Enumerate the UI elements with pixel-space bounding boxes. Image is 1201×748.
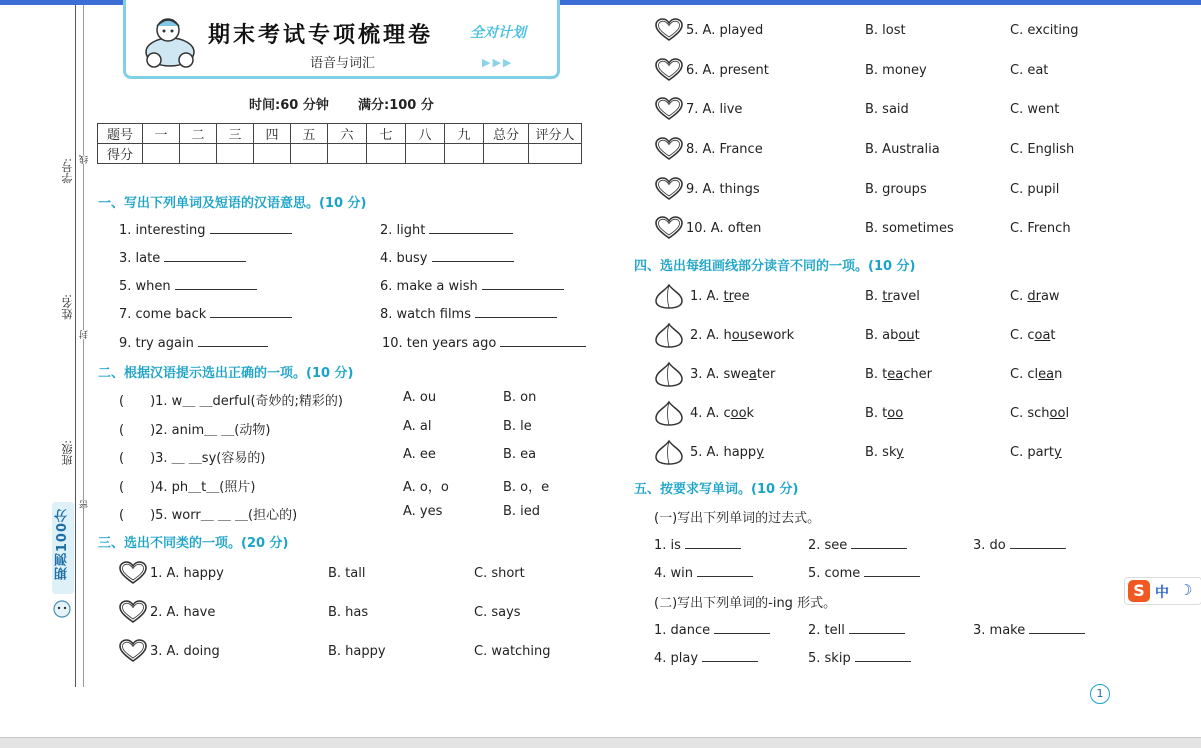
section3-option-b: B. tall bbox=[328, 566, 366, 581]
score-table-header-cell: 总分 bbox=[484, 124, 529, 144]
score-table-score-cell[interactable] bbox=[291, 144, 328, 164]
underlined-part: oa bbox=[1034, 328, 1051, 343]
score-table-score-cell[interactable] bbox=[445, 144, 484, 164]
section1-item bbox=[380, 249, 514, 266]
section1-item bbox=[119, 277, 257, 294]
section4-option-b bbox=[865, 445, 904, 460]
score-table-header-row bbox=[98, 124, 582, 144]
score-table-score-row bbox=[98, 144, 582, 164]
section3-option-b: B. said bbox=[865, 102, 909, 117]
heart-bullet-icon bbox=[655, 137, 683, 165]
score-table-score-cell[interactable] bbox=[143, 144, 180, 164]
answer-blank[interactable] bbox=[210, 221, 292, 234]
heart-bullet-icon bbox=[655, 58, 683, 86]
section5-item-text: 2. see bbox=[808, 538, 848, 553]
brand-logo: 期测100分 bbox=[55, 508, 70, 581]
option-text-pre: C. bbox=[1010, 289, 1028, 304]
score-table-header-cell: 三 bbox=[217, 124, 254, 144]
section5-part1-item bbox=[654, 564, 753, 581]
section3-option-a: 8. A. France bbox=[686, 142, 763, 157]
score-table-score-cell[interactable] bbox=[529, 144, 582, 164]
section3-option-a: 9. A. things bbox=[686, 182, 760, 197]
section5-heading: 五、按要求写单词。(10 分) bbox=[634, 482, 799, 497]
answer-blank[interactable] bbox=[429, 221, 513, 234]
section1-item bbox=[119, 334, 268, 351]
section4-option-c bbox=[1010, 406, 1069, 421]
option-text-pre: C. sch bbox=[1010, 406, 1050, 421]
answer-blank[interactable] bbox=[475, 305, 557, 318]
section2-option-b: B. ied bbox=[503, 504, 541, 519]
option-text-post: ter bbox=[756, 367, 776, 382]
score-table-header-cell: 二 bbox=[180, 124, 217, 144]
section3-option-a: 5. A. played bbox=[686, 23, 764, 38]
section5-item-text: 3. make bbox=[973, 623, 1026, 638]
section4-option-a bbox=[690, 289, 750, 304]
section2-question: ( )2. anim＿ ＿(动物) bbox=[119, 422, 271, 438]
section3-option-c: C. exciting bbox=[1010, 23, 1079, 38]
section3-option-c: C. went bbox=[1010, 102, 1060, 117]
section4-option-b bbox=[865, 406, 903, 421]
moon-icon[interactable]: ☽ bbox=[1179, 581, 1193, 599]
section2-option-a: A. ee bbox=[403, 447, 436, 462]
section3-option-c: C. eat bbox=[1010, 63, 1049, 78]
option-text-post: t bbox=[1050, 328, 1056, 343]
student-id-label: 学号: bbox=[61, 158, 74, 184]
name-label: 姓名: bbox=[61, 294, 74, 320]
option-text-post: n bbox=[1054, 367, 1063, 382]
section4-option-c bbox=[1010, 289, 1060, 304]
peach-bullet-icon bbox=[654, 322, 684, 352]
secret-mark: 密 bbox=[80, 500, 90, 509]
option-text-pre: B. bbox=[865, 289, 883, 304]
section3-heading: 三、选出不同类的一项。(20 分) bbox=[98, 536, 289, 551]
section5-item-text: 5. skip bbox=[808, 651, 851, 666]
answer-blank[interactable] bbox=[855, 649, 911, 662]
answer-blank[interactable] bbox=[432, 249, 514, 262]
option-text-pre: 1. A. bbox=[690, 289, 724, 304]
section3-option-c: C. says bbox=[474, 605, 521, 620]
section2-question: ( )3. ＿ ＿sy(容易的) bbox=[119, 451, 266, 466]
peach-bullet-icon bbox=[654, 439, 684, 469]
arrow-decoration: ▶▶▶ bbox=[482, 56, 514, 69]
section1-item bbox=[380, 305, 557, 322]
section2-option-b: B. ea bbox=[503, 447, 537, 462]
option-text-pre: 2. A. h bbox=[690, 328, 732, 343]
section4-option-b bbox=[865, 289, 920, 304]
option-text-pre: B. t bbox=[865, 406, 888, 421]
score-table-header-cell: 六 bbox=[328, 124, 367, 144]
page-number: 1 bbox=[1090, 684, 1110, 704]
option-text-post: ee bbox=[733, 289, 750, 304]
score-label: 满分:100 分 bbox=[358, 98, 434, 113]
section3-option-a: 7. A. live bbox=[686, 102, 743, 117]
section1-item-text: 4. busy bbox=[380, 251, 428, 266]
score-table-score-cell[interactable] bbox=[406, 144, 445, 164]
underlined-part: oo bbox=[1049, 406, 1066, 421]
section4-option-c bbox=[1010, 445, 1062, 460]
margin-dash-line bbox=[83, 5, 84, 687]
section1-item bbox=[380, 221, 513, 238]
section4-option-a bbox=[690, 406, 754, 421]
section5-part2-item bbox=[808, 621, 905, 638]
time-label: 时间:60 分钟 bbox=[249, 98, 329, 113]
section5-part2-title: (二)写出下列单词的-ing 形式。 bbox=[654, 596, 837, 611]
section1-item bbox=[380, 277, 564, 294]
section3-option-c: C. watching bbox=[474, 644, 551, 659]
section1-item-text: 10. ten years ago bbox=[382, 336, 497, 351]
peach-bullet-icon bbox=[654, 361, 684, 391]
option-text-post: k bbox=[746, 406, 755, 421]
option-text-post: avel bbox=[892, 289, 920, 304]
section2-question: ( )5. worr＿ ＿ ＿(担心的) bbox=[119, 508, 298, 523]
option-text-pre: B. sk bbox=[865, 445, 897, 460]
section5-part2-item bbox=[654, 649, 758, 666]
section1-item-text: 1. interesting bbox=[119, 223, 206, 238]
section4-heading: 四、选出每组画线部分读音不同的一项。(10 分) bbox=[634, 259, 916, 274]
section1-item-text: 7. come back bbox=[119, 307, 207, 322]
option-text-pre: C. cl bbox=[1010, 367, 1039, 382]
answer-blank[interactable] bbox=[1010, 536, 1066, 549]
score-table-header-cell: 四 bbox=[254, 124, 291, 144]
answer-blank[interactable] bbox=[164, 249, 246, 262]
underlined-part: y bbox=[1054, 445, 1062, 460]
underlined-part: ea bbox=[1038, 367, 1055, 382]
seal-mark: 封 bbox=[80, 330, 90, 339]
heart-bullet-icon bbox=[655, 18, 683, 46]
section4-option-a bbox=[690, 328, 794, 343]
section3-option-b: B. groups bbox=[865, 182, 927, 197]
underlined-part: ou bbox=[898, 328, 915, 343]
section3-option-a: 1. A. happy bbox=[150, 566, 224, 581]
underlined-part: tr bbox=[882, 289, 893, 304]
score-table-header-cell: 八 bbox=[406, 124, 445, 144]
answer-blank[interactable] bbox=[851, 536, 907, 549]
score-table-score-cell[interactable] bbox=[367, 144, 406, 164]
section4-option-c bbox=[1010, 328, 1056, 343]
section3-option-c: C. French bbox=[1010, 221, 1071, 236]
section2-question: ( )1. w＿ ＿derful(奇妙的;精彩的) bbox=[119, 394, 343, 409]
section5-item-text: 3. do bbox=[973, 538, 1006, 553]
underlined-part: oo bbox=[730, 406, 747, 421]
section3-option-a: 10. A. often bbox=[686, 221, 762, 236]
section3-option-c: C. short bbox=[474, 566, 525, 581]
score-table-header-cell: 五 bbox=[291, 124, 328, 144]
score-table-header-cell: 一 bbox=[143, 124, 180, 144]
section5-part2-item bbox=[654, 621, 770, 638]
section1-item bbox=[382, 334, 586, 351]
underlined-part: ea bbox=[887, 367, 904, 382]
section3-option-c: C. English bbox=[1010, 142, 1075, 157]
heart-bullet-icon bbox=[655, 97, 683, 125]
section4-option-c bbox=[1010, 367, 1062, 382]
option-text-pre: 4. A. c bbox=[690, 406, 731, 421]
section1-item-text: 6. make a wish bbox=[380, 279, 478, 294]
section5-part1-title: (一)写出下列单词的过去式。 bbox=[654, 511, 821, 526]
option-text-post: cher bbox=[903, 367, 932, 382]
answer-blank[interactable] bbox=[1029, 621, 1085, 634]
peach-bullet-icon bbox=[654, 400, 684, 430]
section3-option-a: 2. A. have bbox=[150, 605, 216, 620]
heart-bullet-icon bbox=[119, 561, 147, 589]
score-table-score-cell[interactable] bbox=[328, 144, 367, 164]
score-table-header-cell: 评分人 bbox=[529, 124, 582, 144]
section4-option-b bbox=[865, 328, 920, 343]
heart-bullet-icon bbox=[119, 639, 147, 667]
answer-blank[interactable] bbox=[849, 621, 905, 634]
score-table-score-cell[interactable] bbox=[180, 144, 217, 164]
brand-mascot-icon bbox=[52, 598, 72, 620]
section1-item-text: 9. try again bbox=[119, 336, 194, 351]
option-text-pre: B. ab bbox=[865, 328, 899, 343]
sogou-logo-icon[interactable]: S bbox=[1128, 580, 1150, 602]
answer-blank[interactable] bbox=[714, 621, 770, 634]
class-label: 班级: bbox=[61, 440, 74, 466]
section3-option-b: B. has bbox=[328, 605, 369, 620]
section5-part1-item bbox=[973, 536, 1066, 553]
section5-part1-item bbox=[654, 536, 741, 553]
section2-option-a: A. yes bbox=[403, 504, 443, 519]
score-table-score-cell[interactable] bbox=[217, 144, 254, 164]
margin-line bbox=[75, 5, 76, 687]
heart-bullet-icon bbox=[655, 177, 683, 205]
section5-part2-item bbox=[973, 621, 1085, 638]
section1-item bbox=[119, 221, 292, 238]
section4-option-a bbox=[690, 445, 764, 460]
underlined-part: y bbox=[756, 445, 764, 460]
section5-item-text: 1. dance bbox=[654, 623, 711, 638]
score-table-score-cell[interactable] bbox=[484, 144, 529, 164]
section5-item-text: 1. is bbox=[654, 538, 681, 553]
score-table-header-cell: 题号 bbox=[98, 124, 143, 144]
answer-blank[interactable] bbox=[697, 564, 753, 577]
section2-option-b: B. o，e bbox=[503, 479, 550, 495]
page-title: 期末考试专项梳理卷 bbox=[208, 22, 434, 48]
option-text-pre: 5. A. happ bbox=[690, 445, 757, 460]
section3-option-a: 3. A. doing bbox=[150, 644, 220, 659]
section3-option-b: B. lost bbox=[865, 23, 906, 38]
option-text-pre: B. t bbox=[865, 367, 888, 382]
option-text-pre: 3. A. swe bbox=[690, 367, 749, 382]
subtitle: 语音与词汇 bbox=[310, 56, 376, 71]
underlined-part: dr bbox=[1027, 289, 1041, 304]
section2-option-b: B. le bbox=[503, 418, 532, 434]
score-table-score-cell[interactable] bbox=[254, 144, 291, 164]
option-text-pre: C. part bbox=[1010, 445, 1055, 460]
underlined-part: tr bbox=[723, 289, 734, 304]
section1-item-text: 8. watch films bbox=[380, 307, 471, 322]
section3-option-b: B. sometimes bbox=[865, 221, 954, 236]
section3-option-b: B. happy bbox=[328, 644, 386, 659]
underlined-part: y bbox=[896, 445, 904, 460]
section3-option-c: C. pupil bbox=[1010, 182, 1060, 197]
score-table-row-label: 得分 bbox=[98, 144, 143, 164]
section1-item-text: 5. when bbox=[119, 279, 171, 294]
answer-blank[interactable] bbox=[864, 564, 920, 577]
section4-option-b bbox=[865, 367, 932, 382]
title-tag: 全对计划 bbox=[470, 25, 526, 41]
answer-blank[interactable] bbox=[702, 649, 758, 662]
section2-question: ( )4. ph＿t＿(照片) bbox=[119, 479, 256, 495]
heart-bullet-icon bbox=[119, 600, 147, 628]
section3-option-b: B. money bbox=[865, 63, 927, 78]
option-text-pre: C. c bbox=[1010, 328, 1035, 343]
underlined-part: oo bbox=[887, 406, 904, 421]
section5-item-text: 4. play bbox=[654, 651, 699, 666]
answer-blank[interactable] bbox=[482, 277, 564, 290]
section5-part2-item bbox=[808, 649, 911, 666]
section5-part1-item bbox=[808, 564, 920, 581]
option-text-post: aw bbox=[1040, 289, 1060, 304]
option-text-post: t bbox=[914, 328, 920, 343]
option-text-post: l bbox=[1065, 406, 1070, 421]
answer-blank[interactable] bbox=[500, 334, 586, 347]
window-bottom-bar bbox=[0, 737, 1201, 748]
answer-blank[interactable] bbox=[198, 334, 268, 347]
section2-heading: 二、根据汉语提示选出正确的一项。(10 分) bbox=[98, 366, 354, 381]
section5-item-text: 4. win bbox=[654, 566, 694, 581]
section5-item-text: 5. come bbox=[808, 566, 861, 581]
underlined-part: a bbox=[748, 367, 757, 382]
ime-toolbar[interactable] bbox=[1124, 577, 1201, 605]
underlined-part: ou bbox=[731, 328, 748, 343]
section1-heading: 一、写出下列单词及短语的汉语意思。(10 分) bbox=[98, 196, 367, 211]
section4-option-a bbox=[690, 367, 775, 382]
section1-item bbox=[119, 249, 246, 266]
score-table bbox=[97, 123, 582, 164]
section2-option-a: A. ou bbox=[403, 390, 437, 405]
section3-option-b: B. Australia bbox=[865, 142, 940, 157]
mascot-icon bbox=[140, 12, 200, 70]
section2-option-a: A. al bbox=[403, 418, 432, 434]
section5-part1-item bbox=[808, 536, 907, 553]
heart-bullet-icon bbox=[655, 216, 683, 244]
score-table-header-cell: 七 bbox=[367, 124, 406, 144]
section1-item-text: 3. late bbox=[119, 251, 161, 266]
score-table-header-cell: 九 bbox=[445, 124, 484, 144]
section1-item-text: 2. light bbox=[380, 223, 426, 238]
ime-language-toggle[interactable]: 中 bbox=[1155, 585, 1169, 601]
line-mark: 线 bbox=[80, 155, 90, 164]
section3-option-a: 6. A. present bbox=[686, 63, 769, 78]
answer-blank[interactable] bbox=[685, 536, 741, 549]
peach-bullet-icon bbox=[654, 283, 684, 313]
section2-option-a: A. o，o bbox=[403, 479, 449, 495]
answer-blank[interactable] bbox=[175, 277, 257, 290]
section2-option-b: B. on bbox=[503, 390, 537, 405]
option-text-post: sework bbox=[747, 328, 795, 343]
section1-item bbox=[119, 305, 292, 322]
section5-item-text: 2. tell bbox=[808, 623, 845, 638]
answer-blank[interactable] bbox=[210, 305, 292, 318]
